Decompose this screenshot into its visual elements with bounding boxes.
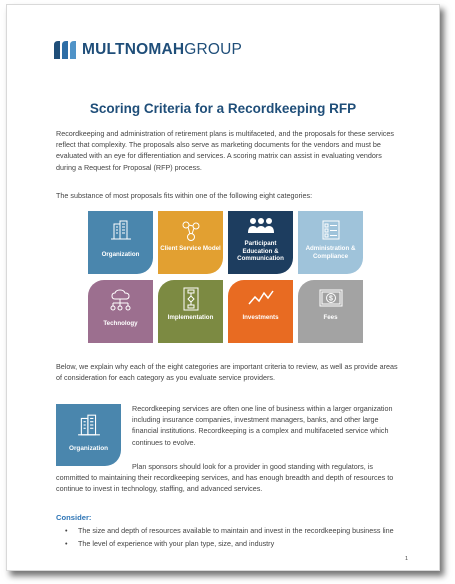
section-tile-label: Organization <box>68 445 109 452</box>
category-label: Implementation <box>167 314 214 321</box>
brand-name-light: GROUP <box>184 41 243 59</box>
list-item: • The level of experience with your plan type, size, and industry <box>65 538 394 551</box>
explain-paragraph: Below, we explain why each of the eight categories are important criteria to review, as well as provide areas of consideration for each category as you evaluate service providers. <box>56 362 398 383</box>
categories-intro: The substance of most proposals fits within one of the following eight categories: <box>56 191 313 200</box>
category-label: Investments <box>242 314 279 321</box>
category-tile-investments <box>228 280 293 343</box>
people-icon <box>246 217 276 235</box>
category-label: Technology <box>103 320 138 327</box>
section-paragraph-2: Plan sponsors should look for a provider in good standing with regulators, is committed to maintaining their recordkeeping services, and has enough breadth and depth of resources to continue to invest in technology, staffing, and advanced services. <box>56 462 394 494</box>
intro-paragraph: Recordkeeping and administration of retirement plans is multifaceted, and the proposals for these services reflect that complexity. The proposals also serve as marketing documents for the vendors and must be evaluated with an eye for differentiation and services. A scoring matrix can assist in evaluating vendors during a Request for Proposal (RFP) process. <box>56 129 394 172</box>
checklist-icon <box>321 220 341 240</box>
flowchart-icon <box>183 287 199 311</box>
brand-name-bold: MULTNOMAH <box>82 41 185 59</box>
category-tile-administration-compliance <box>298 211 363 274</box>
building-icon <box>77 414 101 436</box>
page-number: 1 <box>405 556 409 562</box>
page-title: Scoring Criteria for a Recordkeeping RFP <box>89 101 357 116</box>
document-page <box>6 4 440 571</box>
category-label: Participant Education & Communication <box>237 240 284 263</box>
category-tile-participant-education <box>228 211 293 274</box>
category-tile-organization <box>88 211 153 274</box>
category-label: Client Service Model <box>160 245 221 252</box>
line-chart-icon <box>248 289 274 307</box>
category-label: Fees <box>323 314 338 321</box>
logo-mark-icon <box>53 40 77 60</box>
svg-text:$: $ <box>328 295 333 303</box>
company-logo <box>53 39 242 61</box>
consider-heading: Consider: <box>56 513 92 522</box>
cloud-network-icon <box>109 289 133 311</box>
category-grid <box>88 211 364 343</box>
network-icon <box>180 220 202 242</box>
category-label: Administration & Compliance <box>305 245 356 260</box>
category-tile-fees <box>298 280 363 343</box>
dollar-bill-icon <box>319 289 343 307</box>
building-icon <box>110 220 132 240</box>
section-tile-organization <box>56 404 121 466</box>
consider-list <box>65 525 394 550</box>
list-item: • The size and depth of resources available to maintain and invest in the recordkeeping business line <box>65 525 394 538</box>
section-paragraph-1: Recordkeeping services are often one line of business within a larger organization including insurance companies, investment managers, banks, and other large financial institutions. Recordkeeping is a complex and multifaceted service which continues to evolve. <box>132 404 393 447</box>
category-label: Organization <box>101 251 140 258</box>
category-tile-implementation <box>158 280 223 343</box>
category-tile-client-service-model <box>158 211 223 274</box>
category-tile-technology <box>88 280 153 343</box>
brand-name <box>82 42 242 58</box>
